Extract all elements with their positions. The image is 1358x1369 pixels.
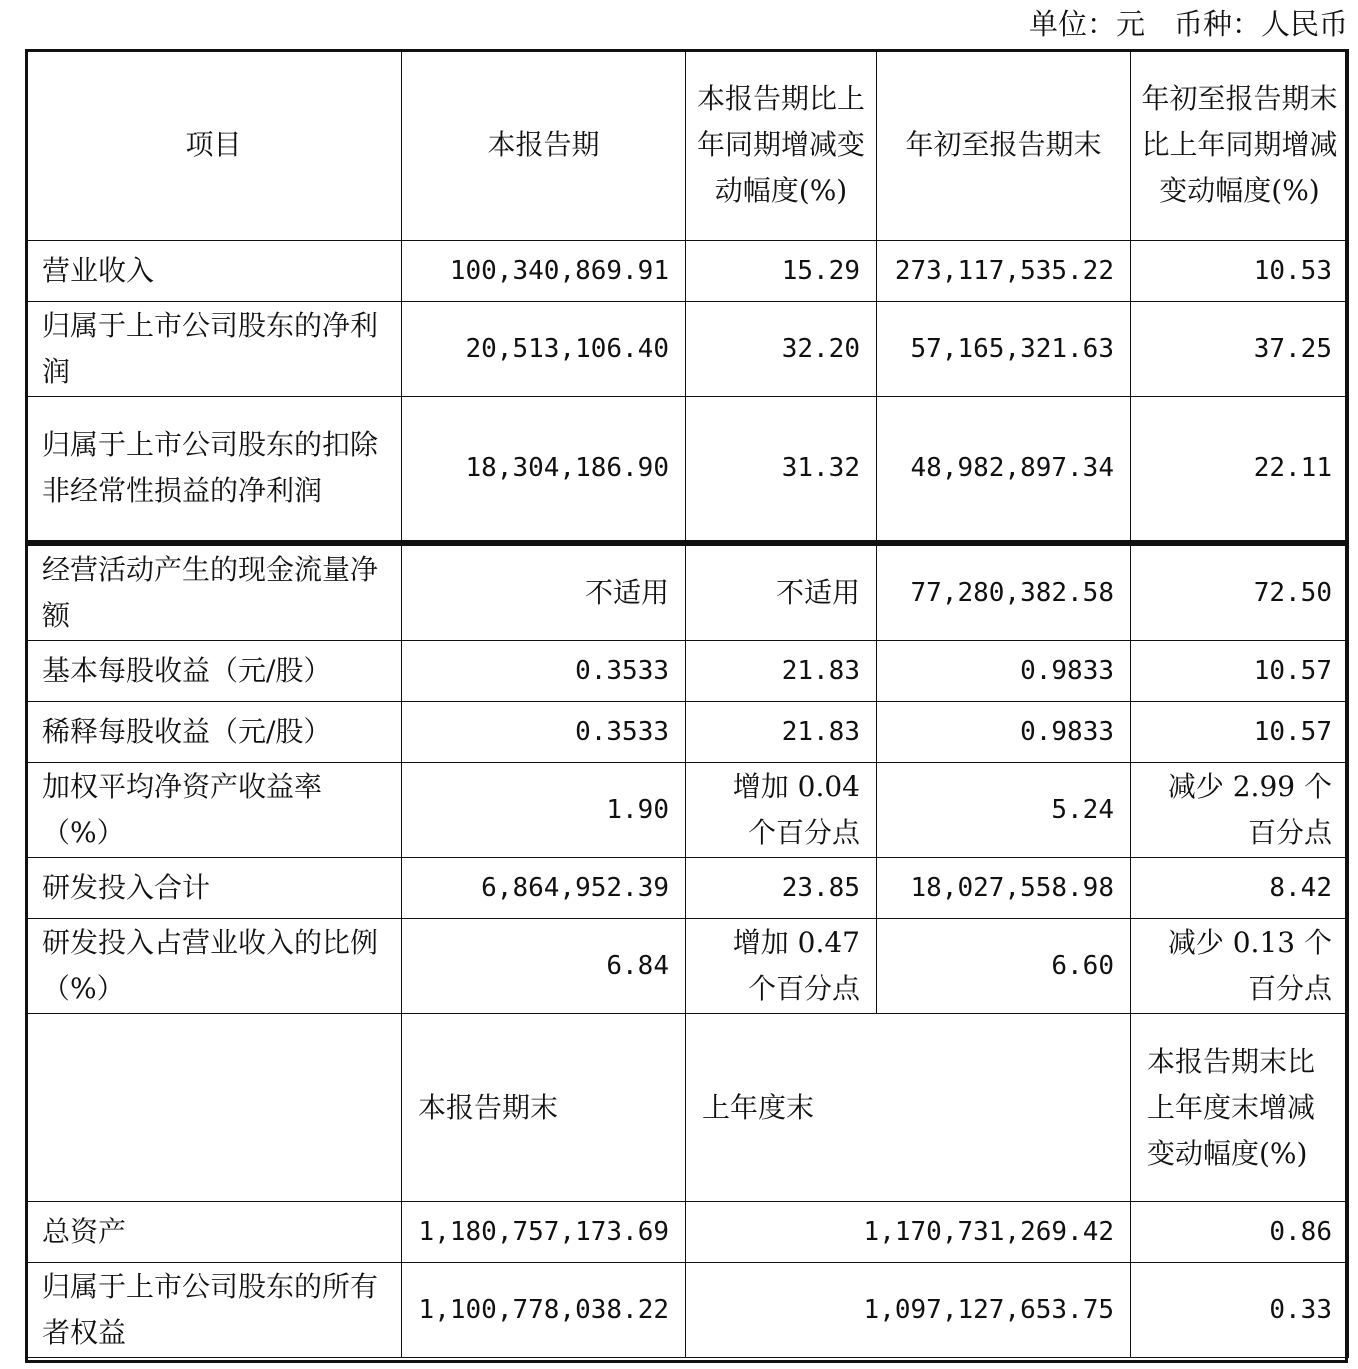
row-change: 0.86: [1131, 1202, 1349, 1263]
row-current: 20,513,106.40: [402, 302, 686, 397]
header-current-period: 本报告期: [402, 50, 686, 241]
row-current-change: 31.32: [686, 397, 877, 543]
row-label: 稀释每股收益（元/股）: [26, 702, 402, 763]
table-row: [26, 397, 1349, 543]
row-label: 基本每股收益（元/股）: [26, 641, 402, 702]
header-current-change: 本报告期比上年同期增减变动幅度(%): [686, 50, 877, 241]
row-current: 100,340,869.91: [402, 241, 686, 302]
row-ytd-change: 22.11: [1131, 397, 1349, 543]
table-header-row: [26, 50, 1349, 241]
row-current-change: 21.83: [686, 641, 877, 702]
row-label: 总资产: [26, 1202, 402, 1263]
balance-header-period-end: 本报告期末: [402, 1014, 686, 1202]
row-ytd: 57,165,321.63: [877, 302, 1131, 397]
row-current-change: 增加 0.04 个百分点: [686, 763, 877, 858]
row-ytd: 48,982,897.34: [877, 397, 1131, 543]
table-row: [26, 241, 1349, 302]
balance-header-change: 本报告期末比上年度末增减变动幅度(%): [1131, 1014, 1349, 1202]
table-row: [26, 641, 1349, 702]
table-row: [26, 763, 1349, 858]
table-row: [26, 858, 1349, 919]
row-current: 0.3533: [402, 641, 686, 702]
table-row: [26, 1202, 1349, 1263]
table-row: [26, 1263, 1349, 1358]
table-row: [26, 702, 1349, 763]
row-current: 不适用: [402, 543, 686, 641]
row-ytd-change: 10.57: [1131, 702, 1349, 763]
table-row: [26, 543, 1349, 641]
row-ytd-change: 10.57: [1131, 641, 1349, 702]
row-current-change: 21.83: [686, 702, 877, 763]
row-current: 0.3533: [402, 702, 686, 763]
row-label: 营业收入: [26, 241, 402, 302]
row-current: 1.90: [402, 763, 686, 858]
row-label: 归属于上市公司股东的扣除非经常性损益的净利润: [26, 397, 402, 543]
row-label: 研发投入占营业收入的比例（%）: [26, 919, 402, 1014]
row-ytd-change: 8.42: [1131, 858, 1349, 919]
header-item: 项目: [26, 50, 402, 241]
row-ytd-change: 减少 0.13 个百分点: [1131, 919, 1349, 1014]
row-period-end: 1,100,778,038.22: [402, 1263, 686, 1358]
row-ytd-change: 72.50: [1131, 543, 1349, 641]
table-row: [26, 919, 1349, 1014]
row-ytd: 0.9833: [877, 702, 1131, 763]
balance-header-row: [26, 1014, 1349, 1202]
row-ytd: 6.60: [877, 919, 1131, 1014]
row-current-change: 不适用: [686, 543, 877, 641]
row-ytd: 273,117,535.22: [877, 241, 1131, 302]
row-label: 归属于上市公司股东的净利润: [26, 302, 402, 397]
balance-header-item: [26, 1014, 402, 1202]
row-ytd: 5.24: [877, 763, 1131, 858]
row-ytd-change: 10.53: [1131, 241, 1349, 302]
row-change: 0.33: [1131, 1263, 1349, 1358]
row-label: 研发投入合计: [26, 858, 402, 919]
row-prior-year-end: 1,170,731,269.42: [686, 1202, 1131, 1263]
row-ytd: 18,027,558.98: [877, 858, 1131, 919]
row-current-change: 23.85: [686, 858, 877, 919]
table-row: [26, 302, 1349, 397]
row-label: 加权平均净资产收益率（%）: [26, 763, 402, 858]
row-current-change: 15.29: [686, 241, 877, 302]
row-ytd: 77,280,382.58: [877, 543, 1131, 641]
row-label: 经营活动产生的现金流量净额: [26, 543, 402, 641]
row-current: 6.84: [402, 919, 686, 1014]
header-ytd: 年初至报告期末: [877, 50, 1131, 241]
row-ytd: 0.9833: [877, 641, 1131, 702]
row-current-change: 增加 0.47 个百分点: [686, 919, 877, 1014]
balance-header-prior-year-end: 上年度末: [686, 1014, 1131, 1202]
row-ytd-change: 减少 2.99 个百分点: [1131, 763, 1349, 858]
header-ytd-change: 年初至报告期末比上年同期增减变动幅度(%): [1131, 50, 1349, 241]
row-prior-year-end: 1,097,127,653.75: [686, 1263, 1131, 1358]
unit-currency-note: 单位：元 币种：人民币: [1028, 7, 1348, 41]
row-period-end: 1,180,757,173.69: [402, 1202, 686, 1263]
row-current: 18,304,186.90: [402, 397, 686, 543]
financial-data-table: [25, 49, 1349, 1358]
row-current: 6,864,952.39: [402, 858, 686, 919]
row-label: 归属于上市公司股东的所有者权益: [26, 1263, 402, 1358]
row-ytd-change: 37.25: [1131, 302, 1349, 397]
row-current-change: 32.20: [686, 302, 877, 397]
